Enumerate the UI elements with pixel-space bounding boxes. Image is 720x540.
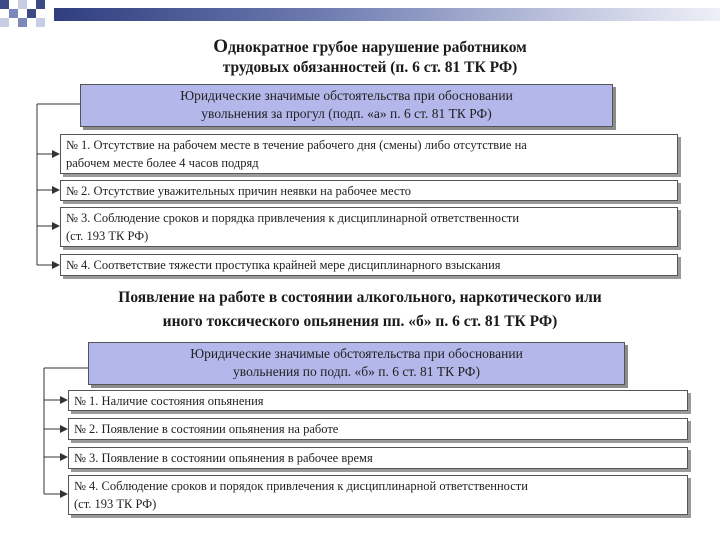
item-text: № 4. Соответствие тяжести проступка крайней мере дисциплинарного взыскания: [66, 258, 501, 272]
section1-title: [140, 37, 600, 78]
item-text: (ст. 193 ТК РФ): [66, 229, 149, 243]
section1-title-initial: О: [213, 36, 229, 57]
arrow-item-1-1: [52, 150, 60, 158]
section1-item-1: [60, 134, 678, 174]
section2-header-line1: Юридические значимые обстоятельства при обосновании: [190, 346, 523, 361]
section2-item-1: [68, 390, 688, 411]
section1-header-box: [80, 84, 613, 127]
item-text: рабочем месте более 4 часов подряд: [66, 156, 259, 170]
item-text: (ст. 193 ТК РФ): [74, 497, 157, 511]
item-text: № 2. Появление в состоянии опьянения на работе: [74, 422, 339, 436]
section2-title-line1: Появление на работе в состоянии алкогольного, наркотического или: [118, 289, 602, 306]
section1-header-line2: увольнения за прогул (подп. «а» п. 6 ст. 81 ТК РФ): [201, 106, 492, 121]
arrow-item-1-4: [52, 261, 60, 269]
section1-item-2: [60, 180, 678, 201]
section1-title-line1: днократное грубое нарушение работником: [228, 39, 527, 56]
arrow-item-2-2: [60, 425, 68, 433]
arrow-item-2-3: [60, 453, 68, 461]
arrow-item-2-4: [60, 490, 68, 498]
section1-item-3: [60, 207, 678, 247]
section2-item-2: [68, 418, 688, 440]
item-text: № 4. Соблюдение сроков и порядок привлечения к дисциплинарной ответственности: [74, 479, 528, 493]
section2-item-4: [68, 475, 688, 515]
item-text: № 3. Соблюдение сроков и порядка привлечения к дисциплинарной ответственности: [66, 211, 520, 225]
arrow-item-1-2: [52, 186, 60, 194]
item-text: № 2. Отсутствие уважительных причин неявки на рабочее место: [66, 184, 412, 198]
section1-header-line1: Юридические значимые обстоятельства при обосновании: [180, 88, 513, 103]
section2-title-line2: иного токсического опьянения пп. «б» п. 6 ст. 81 ТК РФ): [162, 313, 558, 330]
section1-title-line2: трудовых обязанностей (п. 6 ст. 81 ТК РФ): [222, 59, 518, 76]
arrow-item-2-1: [60, 396, 68, 404]
item-text: № 1. Отсутствие на рабочем месте в течение рабочего дня (смены) либо отсутствие на: [66, 138, 527, 152]
item-text: № 3. Появление в состоянии опьянения в рабочее время: [74, 451, 373, 465]
section1-item-4: [60, 254, 678, 276]
section2-title: [30, 286, 690, 334]
arrow-item-1-3: [52, 222, 60, 230]
section2-header-box: [88, 342, 625, 385]
section2-header-line2: увольнения по подп. «б» п. 6 ст. 81 ТК РФ): [233, 364, 480, 379]
section2-item-3: [68, 447, 688, 469]
item-text: № 1. Наличие состояния опьянения: [74, 394, 264, 408]
